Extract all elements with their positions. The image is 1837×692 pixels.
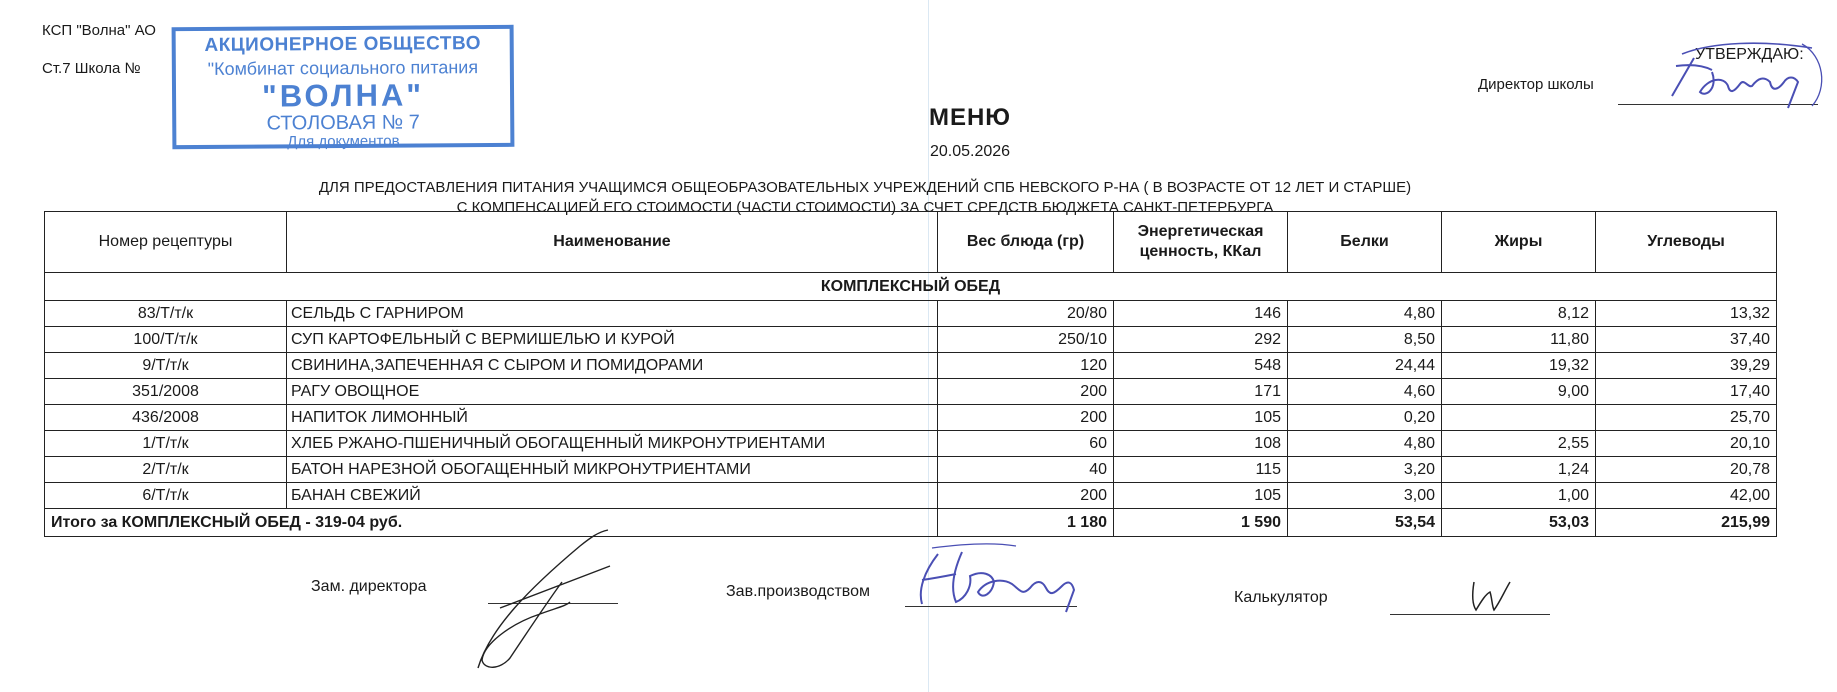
cell-carbs: 17,40 [1596, 379, 1777, 405]
cell-recipe: 351/2008 [45, 379, 287, 405]
total-label: Итого за КОМПЛЕКСНЫЙ ОБЕД - 319-04 руб. [45, 509, 938, 537]
cell-recipe: 83/Т/т/к [45, 301, 287, 327]
canteen-school-line: Ст.7 Школа № [42, 60, 141, 77]
cell-fats: 1,24 [1442, 457, 1596, 483]
header-weight: Вес блюда (гр) [938, 212, 1114, 273]
approve-label: УТВЕРЖДАЮ: [1695, 46, 1804, 63]
total-carbs: 215,99 [1596, 509, 1777, 537]
menu-title: МЕНЮ [928, 104, 1012, 131]
table-row [45, 457, 1777, 483]
calculator-signature [1468, 578, 1516, 614]
cell-carbs: 13,32 [1596, 301, 1777, 327]
section-title: КОМПЛЕКСНЫЙ ОБЕД [45, 273, 1777, 301]
cell-fats: 11,80 [1442, 327, 1596, 353]
cell-proteins: 4,80 [1288, 301, 1442, 327]
cell-recipe: 6/Т/т/к [45, 483, 287, 509]
total-proteins: 53,54 [1288, 509, 1442, 537]
cell-proteins: 3,00 [1288, 483, 1442, 509]
cell-weight: 60 [938, 431, 1114, 457]
cell-recipe: 2/Т/т/к [45, 457, 287, 483]
menu-table [44, 211, 1777, 537]
table-row [45, 327, 1777, 353]
cell-name: СУП КАРТОФЕЛЬНЫЙ С ВЕРМИШЕЛЬЮ И КУРОЙ [287, 327, 938, 353]
cell-name: СВИНИНА,ЗАПЕЧЕННАЯ С СЫРОМ И ПОМИДОРАМИ [287, 353, 938, 379]
cell-weight: 20/80 [938, 301, 1114, 327]
stamp-line-3: "ВОЛНА" [261, 77, 425, 114]
cell-recipe: 100/Т/т/к [45, 327, 287, 353]
header-energy: Энергетическая ценность, ККал [1114, 212, 1288, 273]
cell-name: БАНАН СВЕЖИЙ [287, 483, 938, 509]
table-row [45, 379, 1777, 405]
total-row [45, 509, 1777, 537]
calculator-signature-line [1390, 614, 1550, 615]
cell-proteins: 8,50 [1288, 327, 1442, 353]
cell-proteins: 4,80 [1288, 431, 1442, 457]
total-fats: 53,03 [1442, 509, 1596, 537]
cell-weight: 200 [938, 379, 1114, 405]
cell-carbs: 20,78 [1596, 457, 1777, 483]
table-row [45, 483, 1777, 509]
cell-energy: 108 [1114, 431, 1288, 457]
cell-fats: 19,32 [1442, 353, 1596, 379]
stamp-line-4: СТОЛОВАЯ № 7 [266, 111, 420, 135]
production-head-signature [912, 540, 1092, 615]
calculator-label: Калькулятор [1234, 589, 1328, 606]
organization-name: КСП "Волна" АО [42, 22, 156, 39]
header-fats: Жиры [1442, 212, 1596, 273]
cell-carbs: 37,40 [1596, 327, 1777, 353]
cell-carbs: 39,29 [1596, 353, 1777, 379]
director-signature [1652, 36, 1832, 112]
cell-fats: 9,00 [1442, 379, 1596, 405]
header-name: Наименование [287, 212, 938, 273]
cell-energy: 105 [1114, 405, 1288, 431]
cell-energy: 105 [1114, 483, 1288, 509]
total-weight: 1 180 [938, 509, 1114, 537]
header-carbs: Углеводы [1596, 212, 1777, 273]
cell-proteins: 3,20 [1288, 457, 1442, 483]
table-row [45, 301, 1777, 327]
cell-name: БАТОН НАРЕЗНОЙ ОБОГАЩЕННЫЙ МИКРОНУТРИЕНТАМИ [287, 457, 938, 483]
cell-weight: 200 [938, 405, 1114, 431]
deputy-director-label: Зам. директора [311, 578, 427, 595]
cell-energy: 171 [1114, 379, 1288, 405]
cell-fats: 1,00 [1442, 483, 1596, 509]
cell-recipe: 436/2008 [45, 405, 287, 431]
cell-fats: 8,12 [1442, 301, 1596, 327]
cell-proteins: 4,60 [1288, 379, 1442, 405]
header-recipe-number: Номер рецептуры [45, 212, 287, 273]
cell-weight: 250/10 [938, 327, 1114, 353]
header-proteins: Белки [1288, 212, 1442, 273]
production-head-label: Зав.производством [726, 583, 870, 600]
table-row [45, 431, 1777, 457]
table-header-row [45, 212, 1777, 273]
cell-weight: 200 [938, 483, 1114, 509]
cell-recipe: 1/Т/т/к [45, 431, 287, 457]
menu-subtitle-line-2: С КОМПЕНСАЦИЕЙ ЕГО СТОИМОСТИ (ЧАСТИ СТОИМОСТИ) ЗА СЧЕТ СРЕДСТВ БЮДЖЕТА САНКТ-ПЕТЕРБУРГА [456, 199, 1274, 216]
company-stamp [172, 25, 515, 149]
stamp-line-1: АКЦИОНЕРНОЕ ОБЩЕСТВО [204, 33, 482, 56]
cell-proteins: 0,20 [1288, 405, 1442, 431]
cell-energy: 292 [1114, 327, 1288, 353]
table-row [45, 405, 1777, 431]
stamp-line-2: "Комбинат социального питания [207, 57, 479, 79]
cell-name: РАГУ ОВОЩНОЕ [287, 379, 938, 405]
director-label: Директор школы [1478, 76, 1594, 93]
cell-carbs: 20,10 [1596, 431, 1777, 457]
total-energy: 1 590 [1114, 509, 1288, 537]
cell-fats [1442, 405, 1596, 431]
cell-name: СЕЛЬДЬ С ГАРНИРОМ [287, 301, 938, 327]
cell-name: ХЛЕБ РЖАНО-ПШЕНИЧНЫЙ ОБОГАЩЕННЫЙ МИКРОНУТРИЕНТАМИ [287, 431, 938, 457]
cell-weight: 120 [938, 353, 1114, 379]
cell-energy: 146 [1114, 301, 1288, 327]
cell-name: НАПИТОК ЛИМОННЫЙ [287, 405, 938, 431]
cell-carbs: 25,70 [1596, 405, 1777, 431]
stamp-line-5: Для документов [287, 132, 400, 151]
menu-date: 20.05.2026 [929, 143, 1011, 160]
cell-proteins: 24,44 [1288, 353, 1442, 379]
cell-energy: 548 [1114, 353, 1288, 379]
section-row [45, 273, 1777, 301]
cell-carbs: 42,00 [1596, 483, 1777, 509]
deputy-director-signature [470, 528, 660, 678]
cell-energy: 115 [1114, 457, 1288, 483]
cell-recipe: 9/Т/т/к [45, 353, 287, 379]
cell-fats: 2,55 [1442, 431, 1596, 457]
menu-subtitle-line-1: ДЛЯ ПРЕДОСТАВЛЕНИЯ ПИТАНИЯ УЧАЩИМСЯ ОБЩЕОБРАЗОВАТЕЛЬНЫХ УЧРЕЖДЕНИЙ СПБ НЕВСКОГО Р-НА ( В ВОЗРАСТЕ ОТ 12 ЛЕТ И СТАРШЕ) [318, 179, 1412, 196]
cell-weight: 40 [938, 457, 1114, 483]
table-row [45, 353, 1777, 379]
